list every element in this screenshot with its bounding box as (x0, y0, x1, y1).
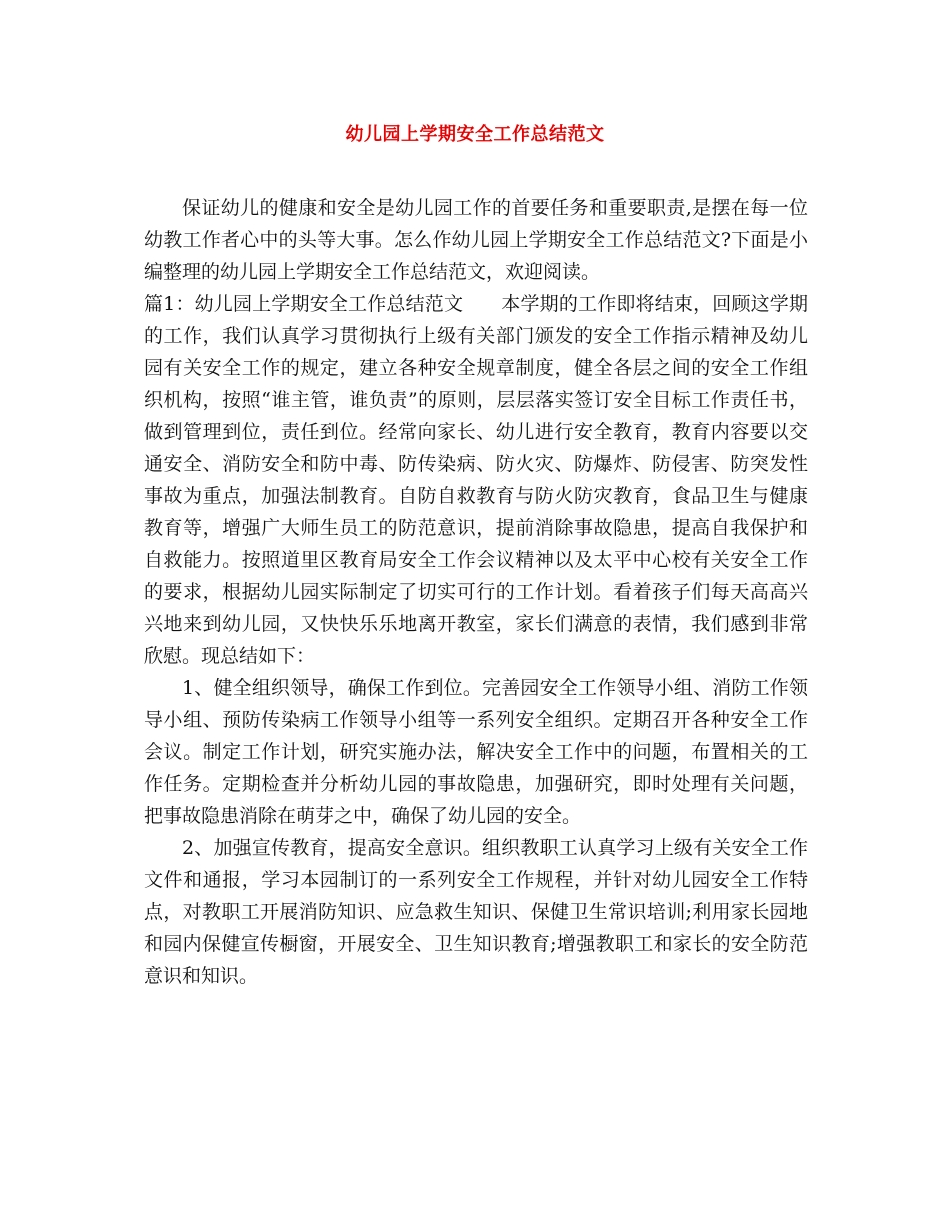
section-paragraph (144, 288, 808, 672)
section-heading: 篇1：幼儿园上学期安全工作总结范文 (144, 293, 464, 315)
document-title: 幼儿园上学期安全工作总结范文 (345, 124, 605, 145)
item-1-paragraph: 1、健全组织领导，确保工作到位。完善园安全工作领导小组、消防工作领导小组、预防传染病工作领导小组等一系列安全组织。定期召开各种安全工作会议。制定工作计划，研究实施办法，解决安全工作中的问题，布置相关的工作任务。定期检查并分析幼儿园的事故隐患，加强研究，即时处理有关问题，把事故隐患消除在萌芽之中，确保了幼儿园的安全。 (144, 677, 808, 827)
document-body (144, 192, 808, 992)
intro-paragraph: 保证幼儿的健康和安全是幼儿园工作的首要任务和重要职责,是摆在每一位幼教工作者心中的头等大事。怎么作幼儿园上学期安全工作总结范文?下面是小编整理的幼儿园上学期安全工作总结范文，欢迎阅读。 (144, 197, 808, 283)
item-2-paragraph: 2、加强宣传教育，提高安全意识。组织教职工认真学习上级有关安全工作文件和通报，学习本园制订的一系列安全工作规程，并针对幼儿园安全工作特点，对教职工开展消防知识、应急救生知识、保健卫生常识培训;利用家长园地和园内保健宣传橱窗，开展安全、卫生知识教育;增强教职工和家长的安全防范意识和知识。 (144, 837, 808, 987)
section-body: 本学期的工作即将结束，回顾这学期的工作，我们认真学习贯彻执行上级有关部门颁发的安全工作指示精神及幼儿园有关安全工作的规定，建立各种安全规章制度，健全各层之间的安全工作组织机构，按照“谁主管，谁负责”的原则，层层落实签订安全目标工作责任书，做到管理到位，责任到位。经常向家长、幼儿进行安全教育，教育内容要以交通安全、消防安全和防中毒、防传染病、防火灾、防爆炸、防侵害、防突发性事故为重点，加强法制教育。自防自救教育与防火防灾教育，食品卫生与健康教育等，增强广大师生员工的防范意识，提前消除事故隐患，提高自我保护和自救能力。按照道里区教育局安全工作会议精神以及太平中心校有关安全工作的要求，根据幼儿园实际制定了切实可行的工作计划。看着孩子们每天高高兴兴地来到幼儿园，又快快乐乐地离开教室，家长们满意的表情，我们感到非常欣慰。现总结如下： (144, 293, 808, 667)
